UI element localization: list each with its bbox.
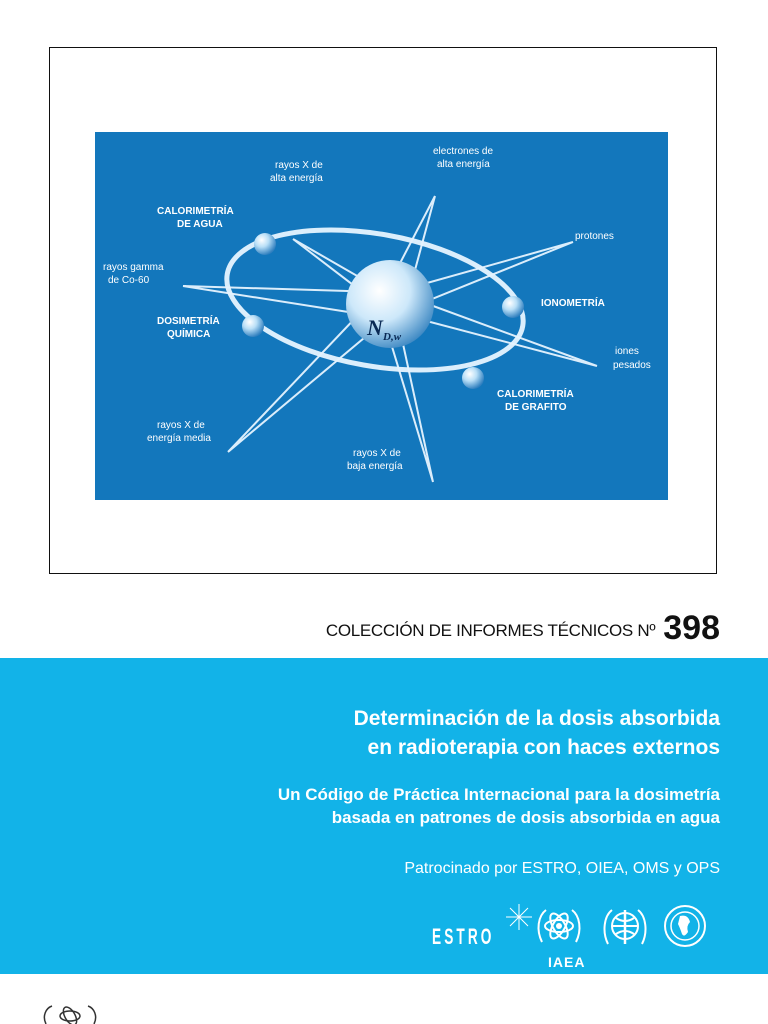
sphere-calorimetria-agua [254,233,276,255]
subtitle-line-2: basada en patrones de dosis absorbida en agua [331,808,720,827]
sphere-ionometria [502,296,524,318]
sphere-calorimetria-grafito [462,367,484,389]
iaea-atom-icon [534,902,584,952]
label-calorimetria-agua-1: CALORIMETRÍA [157,206,234,217]
subtitle-line-1: Un Código de Práctica Internacional para la dosimetría [277,785,720,804]
label-electrones-2: alta energía [437,159,490,170]
title-line-2: en radioterapia con haces externos [367,736,720,759]
label-calorimetria-grafito-2: DE GRAFITO [505,402,567,413]
label-dosimetria-quimica-2: QUÍMICA [167,329,211,340]
label-rayos-x-media-2: energía media [147,433,211,444]
label-rayos-gamma-1: rayos gamma [103,262,164,273]
paho-emblem-icon [660,902,710,952]
iaea-small-logo-icon [40,1002,100,1024]
label-iones-pesados-2: pesados [613,360,651,371]
iaea-logo-text: IAEA [548,954,586,970]
center-subscript: D,w [383,331,402,343]
series-number: 398 [663,609,720,647]
diagram-svg [95,132,668,500]
label-dosimetria-quimica-1: DOSIMETRÍA [157,316,220,327]
title-band [0,658,768,974]
label-rayos-gamma-2: de Co-60 [108,275,150,286]
label-rayos-x-alta-1: rayos X de [275,160,323,171]
label-rayos-x-baja-2: baja energía [347,461,403,472]
series-heading [326,605,720,645]
dosimetry-diagram [95,132,668,500]
label-rayos-x-alta-2: alta energía [270,173,323,184]
who-emblem-icon [600,902,650,952]
label-rayos-x-baja-1: rayos X de [353,448,401,459]
label-iones-pesados-1: iones [615,346,639,357]
center-symbol: N [367,315,383,340]
label-rayos-x-media-1: rayos X de [157,420,205,431]
sphere-dosimetria-quimica [242,315,264,337]
sponsor-line: Patrocinado por ESTRO, OIEA, OMS y OPS [404,860,720,877]
label-protones: protones [575,231,614,242]
estro-logo: ESTRO [432,924,495,949]
title-line-1: Determinación de la dosis absorbida [353,707,720,730]
label-ionometria: IONOMETRÍA [541,298,605,309]
series-text: COLECCIÓN DE INFORMES TÉCNICOS Nº [325,621,656,640]
cover-image-frame [49,47,717,574]
label-calorimetria-grafito-1: CALORIMETRÍA [497,389,574,400]
estro-star-icon [504,902,534,932]
label-electrones-1: electrones de [433,146,494,157]
sponsor-logos [424,902,724,974]
label-calorimetria-agua-2: DE AGUA [177,219,223,230]
